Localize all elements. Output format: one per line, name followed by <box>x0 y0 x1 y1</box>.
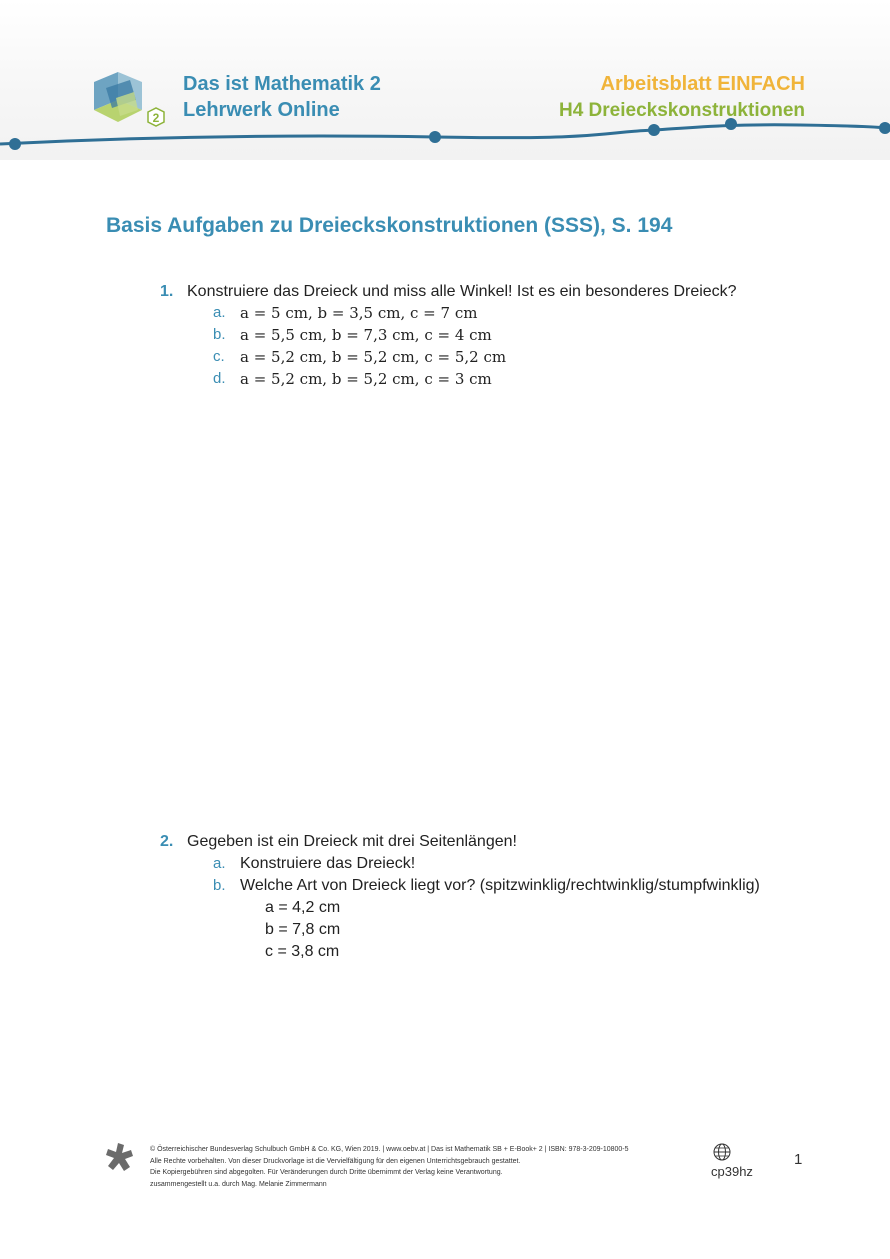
task-number: 1. <box>160 283 174 300</box>
footer-line: Die Kopiergebühren sind abgegolten. Für Veränderungen durch Dritte übernimmt der Verlag keine Verantwortung. <box>150 1169 503 1176</box>
subtask-letter: b. <box>213 326 226 343</box>
series-title: Das ist Mathematik 2 <box>183 73 381 95</box>
page-heading: Basis Aufgaben zu Dreieckskonstruktionen (SSS), S. 194 <box>106 214 673 237</box>
subtask-letter: a. <box>213 855 226 872</box>
subtask-values: a = 5,5 cm, b = 7,3 cm, c = 4 cm <box>240 326 492 344</box>
footer-legal <box>150 1144 690 1190</box>
footer-line: © Österreichischer Bundesverlag Schulbuch GmbH & Co. KG, Wien 2019. | www.oebv.at | Das ist Mathematik SB + E-Book+ 2 | ISBN: 978-3-209-10800-5 <box>150 1146 629 1153</box>
publisher-logo-icon <box>104 1142 136 1172</box>
subtask-letter: b. <box>213 877 226 894</box>
sheet-topic: H4 Dreieckskonstruktionen <box>558 100 805 121</box>
timeline-dot <box>879 122 890 134</box>
subtask-values: a = 5,2 cm, b = 5,2 cm, c = 3 cm <box>240 370 492 388</box>
globe-icon[interactable] <box>712 1142 732 1162</box>
subtask-values: a = 5 cm, b = 3,5 cm, c = 7 cm <box>240 304 478 322</box>
task-number: 2. <box>160 833 174 850</box>
series-subtitle: Lehrwerk Online <box>183 99 340 121</box>
timeline-dot <box>648 124 660 136</box>
footer-line: Alle Rechte vorbehalten. Von dieser Druckvorlage ist die Vervielfältigung für den eigenen Unterrichtsgebrauch gestattet. <box>150 1157 521 1165</box>
subtask-text: Welche Art von Dreieck liegt vor? (spitzwinklig/rechtwinklig/stumpfwinklig) <box>240 877 760 894</box>
page-number: 1 <box>794 1151 803 1168</box>
subtask-text: Konstruiere das Dreieck! <box>240 855 416 872</box>
cube-logo-icon <box>90 70 170 134</box>
footer-line: zusammengestellt u.a. durch Mag. Melanie Zimmermann <box>150 1180 327 1188</box>
svg-text:2: 2 <box>152 111 160 125</box>
online-code[interactable]: cp39hz <box>711 1164 753 1179</box>
side-length-value: c = 3,8 cm <box>265 943 340 960</box>
task-instruction: Konstruiere das Dreieck und miss alle Winkel! Ist es ein besonderes Dreieck? <box>187 283 737 300</box>
subtask-letter: d. <box>213 370 226 387</box>
subtask-letter: c. <box>213 348 225 365</box>
subtask-letter: a. <box>213 304 226 321</box>
timeline-dot <box>429 131 441 143</box>
side-length-value: b = 7,8 cm <box>265 921 341 938</box>
subtask-values: a = 5,2 cm, b = 5,2 cm, c = 5,2 cm <box>240 348 507 366</box>
timeline-dot <box>9 138 21 150</box>
sheet-type: Arbeitsblatt EINFACH <box>600 73 805 95</box>
side-length-value: a = 4,2 cm <box>265 899 341 916</box>
task-instruction: Gegeben ist ein Dreieck mit drei Seitenlängen! <box>187 833 517 850</box>
